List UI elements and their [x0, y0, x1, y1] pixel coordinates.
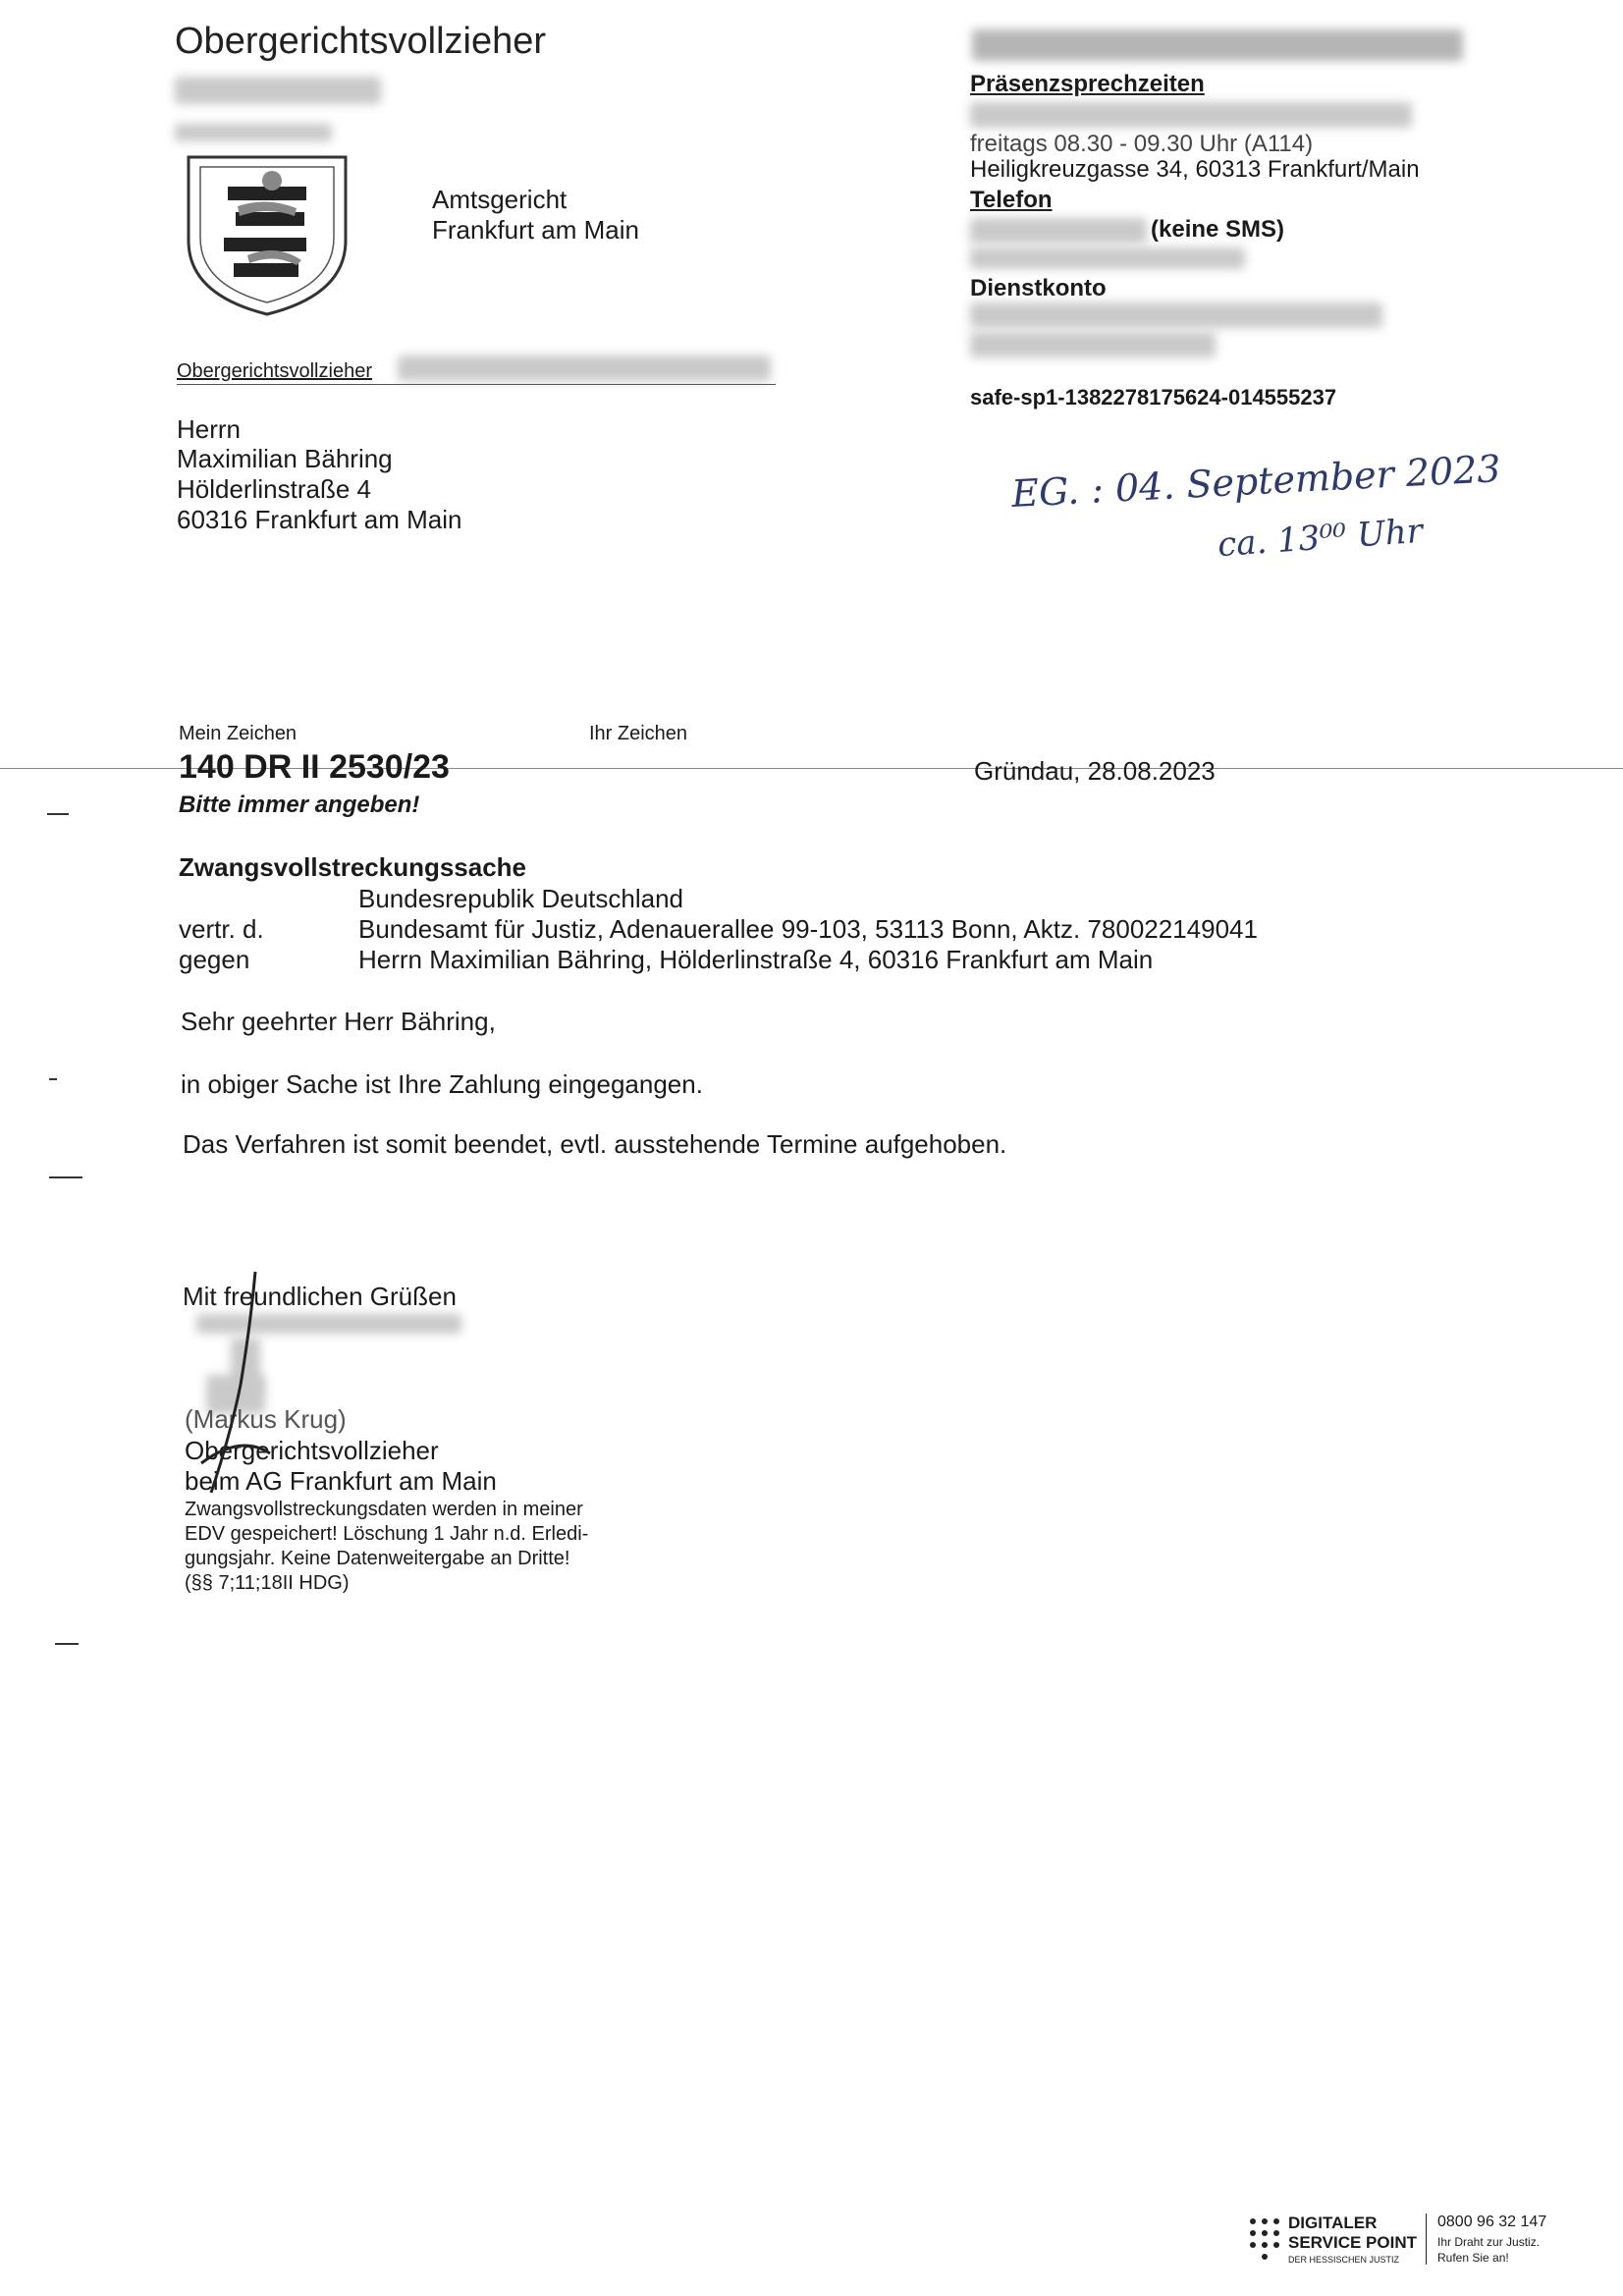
sender-line-label: Obergerichtsvollzieher [177, 360, 372, 382]
against-label: gegen [179, 945, 250, 974]
closing-regards: Mit freundlichen Grüßen [183, 1282, 457, 1311]
my-reference-label: Mein Zeichen [179, 723, 298, 744]
case-heading: Zwangsvollstreckungssache [179, 852, 527, 882]
court-name-line2: Frankfurt am Main [432, 215, 639, 245]
fold-mark-1 [47, 813, 69, 815]
redacted-contact-name [972, 29, 1463, 61]
handwritten-note-line2: ca. 13⁰⁰ Uhr [1216, 511, 1425, 566]
footer-phone: 0800 96 32 147 [1437, 2214, 1547, 2230]
redacted-email [970, 247, 1245, 269]
redacted-hours-1 [970, 102, 1412, 128]
hours-heading: Präsenzsprechzeiten [970, 71, 1205, 97]
recipient-name: Maximilian Bähring [177, 444, 393, 473]
account-heading: Dienstkonto [970, 275, 1107, 301]
coat-of-arms-icon [179, 147, 355, 319]
closing-title: Obergerichtsvollzieher [185, 1436, 439, 1465]
data-notice-line2: EDV gespeichert! Löschung 1 Jahr n.d. Erledi- [185, 1523, 589, 1545]
creditor: Bundesrepublik Deutschland [358, 884, 683, 913]
data-notice-line4: (§§ 7;11;18II HDG) [185, 1572, 350, 1594]
footer-logo-line3: DER HESSISCHEN JUSTIZ [1288, 2255, 1400, 2265]
reference-reminder: Bitte immer angeben! [179, 792, 420, 818]
data-notice-line3: gungsjahr. Keine Datenweitergabe an Dritte! [185, 1548, 570, 1569]
safe-id: safe-sp1-1382278175624-014555237 [970, 385, 1337, 410]
letter-paragraph-1: in obiger Sache ist Ihre Zahlung eingegangen. [181, 1069, 703, 1099]
closing-court: beim AG Frankfurt am Main [185, 1466, 497, 1496]
footer-logo-line2: SERVICE POINT [1288, 2233, 1417, 2252]
represented-by: Bundesamt für Justiz, Adenauerallee 99-103, 53113 Bonn, Aktz. 780022149041 [358, 914, 1258, 944]
court-name-line1: Amtsgericht [432, 185, 568, 214]
sender-line-underline [177, 384, 776, 385]
my-reference: 140 DR II 2530/23 [179, 748, 450, 786]
redacted-account-2 [970, 332, 1216, 357]
redacted-account-1 [970, 302, 1382, 328]
redacted-officer-name [175, 77, 381, 104]
redacted-small-line [175, 124, 332, 141]
represented-label: vertr. d. [179, 914, 264, 944]
phone-heading: Telefon [970, 187, 1053, 213]
place-date: Gründau, 28.08.2023 [974, 756, 1216, 786]
signature-stroke [182, 1267, 299, 1512]
fold-mark-2 [49, 1078, 57, 1080]
footer-tagline-1: Ihr Draht zur Justiz. [1437, 2235, 1541, 2249]
letter-paragraph-2: Das Verfahren ist somit beendet, evtl. ausstehende Termine aufgehoben. [183, 1129, 1007, 1159]
phone-note: (keine SMS) [1151, 216, 1285, 243]
closing-name: (Markus Krug) [185, 1404, 347, 1434]
fold-mark-4 [55, 1643, 79, 1645]
recipient-street: Hölderlinstraße 4 [177, 474, 371, 504]
footer-tagline-2: Rufen Sie an! [1437, 2251, 1509, 2265]
handwritten-note-line1: EG. : 04. September 2023 [1010, 446, 1502, 517]
recipient-city: 60316 Frankfurt am Main [177, 505, 462, 534]
data-notice-line1: Zwangsvollstreckungsdaten werden in meiner [185, 1499, 583, 1520]
service-point-dots-icon [1247, 2215, 1286, 2265]
footer-logo-line1: DIGITALER [1288, 2214, 1378, 2232]
footer-divider [1426, 2214, 1427, 2265]
redacted-sender-address [398, 355, 771, 381]
your-reference-label: Ihr Zeichen [589, 723, 688, 744]
letter-greeting: Sehr geehrter Herr Bähring, [181, 1007, 496, 1036]
recipient-salutation: Herrn [177, 414, 242, 444]
debtor: Herrn Maximilian Bähring, Hölderlinstraße 4, 60316 Frankfurt am Main [358, 945, 1154, 974]
office-address: Heiligkreuzgasse 34, 60313 Frankfurt/Main [970, 156, 1420, 183]
fold-mark-3 [49, 1176, 82, 1178]
office-title: Obergerichtsvollzieher [175, 21, 547, 62]
redacted-phone-number [970, 218, 1147, 244]
hours-line: freitags 08.30 - 09.30 Uhr (A114) [970, 131, 1314, 157]
